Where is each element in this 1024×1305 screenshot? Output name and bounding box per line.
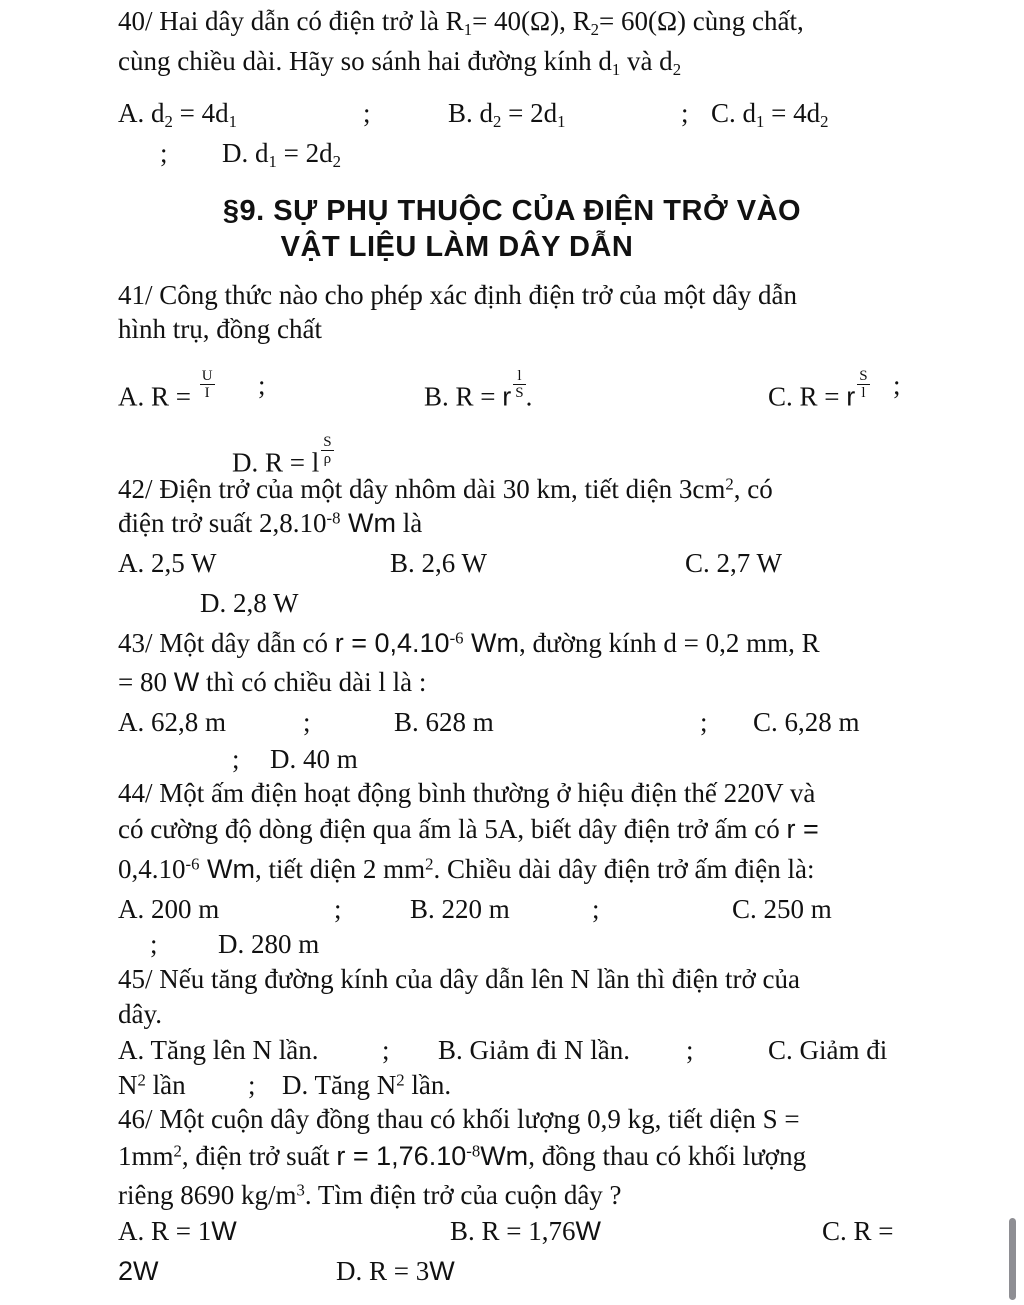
q45-option-d: D. Tăng $N^2$ lần. <box>282 1070 452 1100</box>
separator: ; <box>700 707 708 737</box>
q45-option-a: A. Tăng lên N lần. <box>118 1035 319 1065</box>
separator: ; <box>893 370 901 400</box>
q44-option-d: D. 280 m <box>218 929 320 959</box>
q43-option-c: C. 6,28 m <box>753 707 860 737</box>
fraction: $\frac{U}{I}$ <box>201 368 213 401</box>
q46-line-2: $1mm^2$, điện trở suất $r = 1,76.10^{-8}Wm$, đồng thau có khối lượng <box>118 1141 807 1171</box>
separator: ; <box>248 1070 256 1100</box>
q43-line-2: = 80 W thì có chiều dài l là : <box>118 667 427 697</box>
q45-option-c-continued: $N^2$ lần <box>118 1070 186 1100</box>
separator: ; <box>258 370 266 400</box>
q40-line-2: cùng chiều dài. Hãy so sánh hai đường kính $d_1$ và $d_2$ <box>118 46 682 80</box>
separator: ; <box>382 1035 390 1065</box>
q42-option-d: D. 2,8 W <box>200 588 299 618</box>
section-title-line-2: VẬT LIỆU LÀM DÂY DẪN <box>280 231 634 263</box>
q45-line-2: dây. <box>118 999 162 1029</box>
q44-line-2: có cường độ dòng điện qua ấm là 5A, biết dây điện trở ấm có r = <box>118 814 819 844</box>
q42-option-c: C. 2,7 W <box>685 548 783 578</box>
separator: ; <box>232 744 240 774</box>
separator: ; <box>150 929 158 959</box>
q45-line-1: 45/ Nếu tăng đường kính của dây dẫn lên N lần thì điện trở của <box>118 964 801 994</box>
q42-line-1: 42/ Điện trở của một dây nhôm dài 30 km, tiết diện $3cm^2$, có <box>118 474 773 504</box>
q46-option-c: C. R = <box>822 1216 894 1246</box>
q45-option-b: B. Giảm đi N lần. <box>438 1035 630 1065</box>
q46-line-1: 46/ Một cuộn dây đồng thau có khối lượng 0,9 kg, tiết diện S = <box>118 1104 800 1134</box>
q46-option-b: B. R = 1,76W <box>450 1216 601 1246</box>
fraction: $\frac{l}{S}$ <box>515 368 524 401</box>
q41-line-1: 41/ Công thức nào cho phép xác định điện trở của một dây dẫn <box>118 280 797 310</box>
q43-option-a: A. 62,8 m <box>118 707 226 737</box>
q41-option-c: C. R = r $\frac{S}{l}$ <box>768 368 868 412</box>
q41-option-a: A. R = $\frac{U}{I}$ <box>118 368 213 412</box>
q44-line-1: 44/ Một ấm điện hoạt động bình thường ở hiệu điện thế 220V và <box>118 778 816 808</box>
q46-option-c-continued: 2W <box>118 1256 159 1286</box>
q44-option-a: A. 200 m <box>118 894 220 924</box>
separator: ; <box>686 1035 694 1065</box>
q41-option-d: D. R = l $\frac{S}{\rho}$ <box>232 434 332 478</box>
q40-line-1: 40/ Hai dây dẫn có điện trở là $R_1= 40(\Omega)$, $R_2= 60(\Omega)$ cùng chất, <box>118 6 804 40</box>
q40-option-b: B. $d_2 = 2d_1$ <box>448 98 566 132</box>
q42-line-2: điện trở suất $2,8.10^{-8}$ Wm là <box>118 508 423 538</box>
separator: ; <box>363 98 371 128</box>
q40-option-a: A. $d_2 = 4d_1$ <box>118 98 237 132</box>
q40-option-c: C. $d_1 = 4d_2$ <box>711 98 829 132</box>
q44-line-3: $0,4.10^{-6}$ Wm, tiết diện 2 $mm^2$. Chiều dài dây điện trở ấm điện là: <box>118 854 815 884</box>
separator: ; <box>160 138 168 168</box>
q43-option-b: B. 628 m <box>394 707 494 737</box>
q45-option-c: C. Giảm đi <box>768 1035 888 1065</box>
q44-option-b: B. 220 m <box>410 894 510 924</box>
q42-option-b: B. 2,6 W <box>390 548 488 578</box>
q41-line-2: hình trụ, đồng chất <box>118 314 322 344</box>
q46-option-a: A. R = 1W <box>118 1216 237 1246</box>
fraction: $\frac{S}{l}$ <box>859 368 868 401</box>
q44-option-c: C. 250 m <box>732 894 832 924</box>
separator: ; <box>592 894 600 924</box>
q42-option-a: A. 2,5 W <box>118 548 217 578</box>
q46-line-3: riêng 8690 $kg/m^3$. Tìm điện trở của cuộn dây ? <box>118 1180 622 1210</box>
q40-option-d: D. $d_1 = 2d_2$ <box>222 138 341 172</box>
scrollbar-thumb[interactable] <box>1009 1218 1016 1300</box>
fraction: $\frac{S}{\rho}$ <box>323 434 332 467</box>
separator: ; <box>681 98 689 128</box>
q46-option-d: D. R = 3W <box>336 1256 455 1286</box>
q43-option-d: D. 40 m <box>270 744 358 774</box>
section-title-line-1: §9. SỰ PHỤ THUỘC CỦA ĐIỆN TRỞ VÀO <box>222 195 802 227</box>
separator: ; <box>334 894 342 924</box>
q43-line-1: 43/ Một dây dẫn có $r = 0,4.10^{-6}$ Wm, đường kính d = 0,2 mm, R <box>118 628 820 658</box>
q41-option-b: B. R = r $\frac{l}{S}$ . <box>424 368 533 412</box>
separator: ; <box>303 707 311 737</box>
